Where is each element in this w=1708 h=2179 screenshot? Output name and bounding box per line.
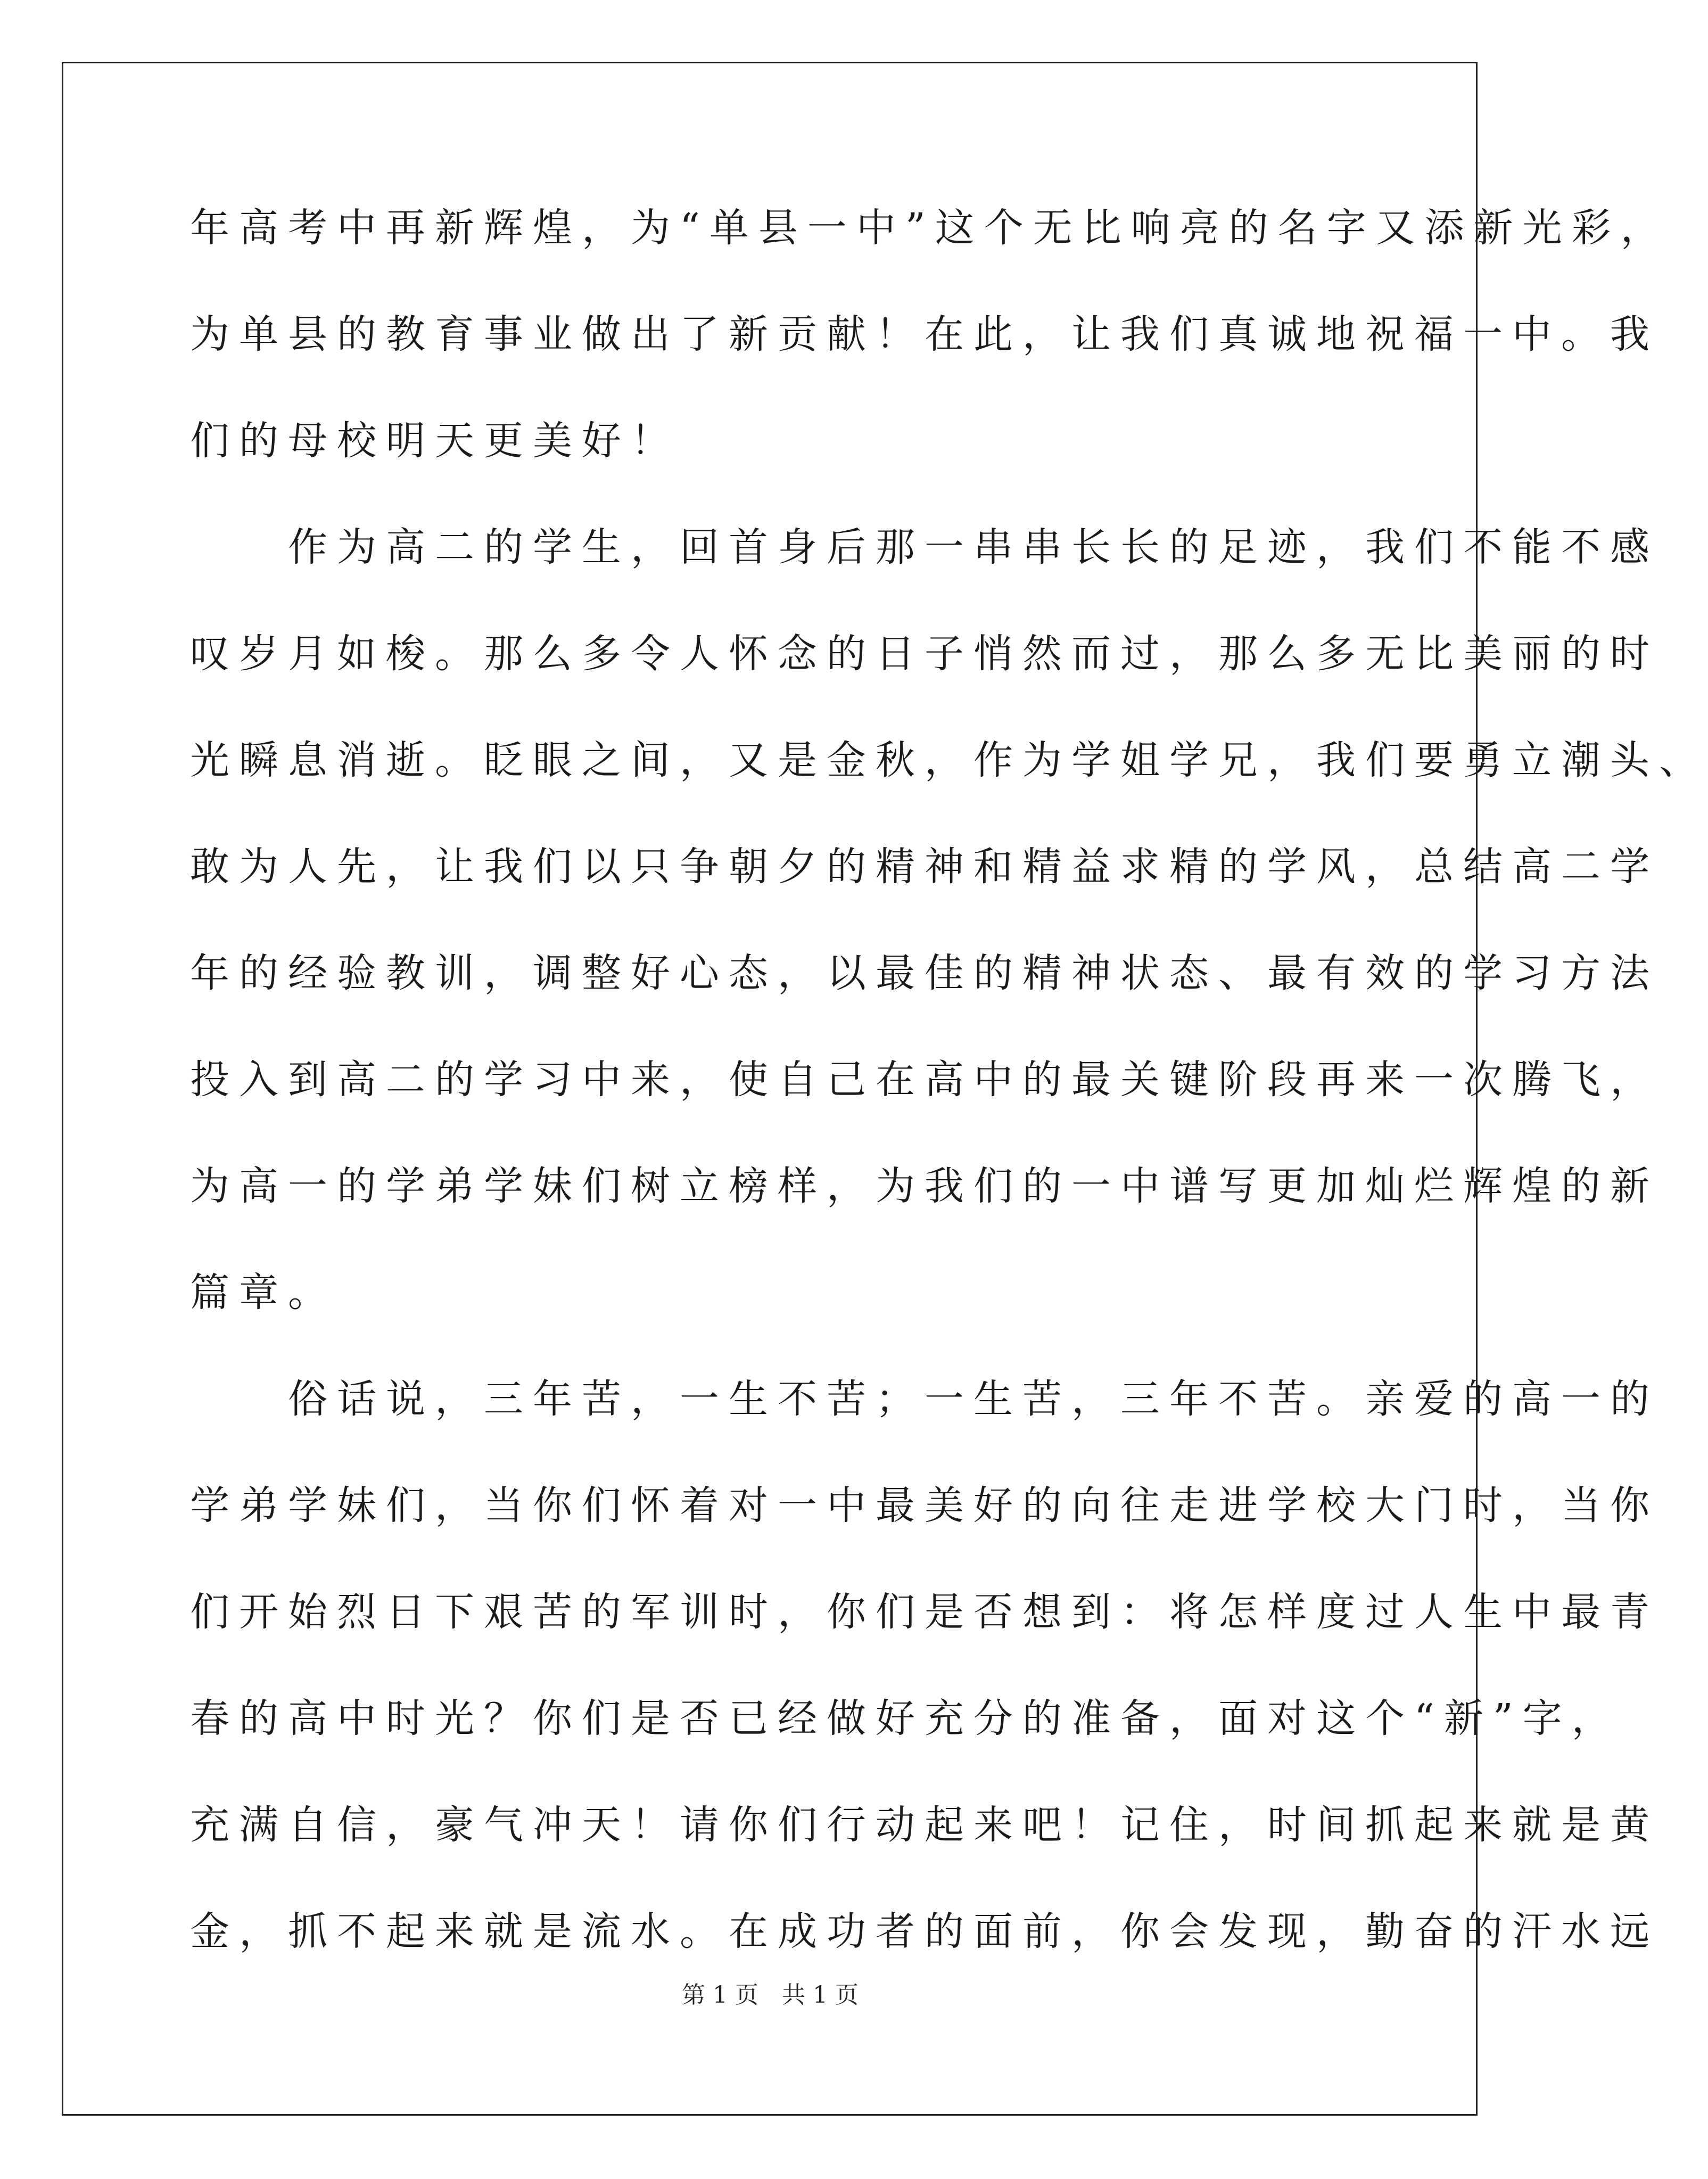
text-line: 敢为人先，让我们以只争朝夕的精神和精益求精的学风，总结高二学 — [190, 844, 1659, 890]
text-line: 金，抓不起来就是流水。在成功者的面前，你会发现，勤奋的汗水远 — [190, 1909, 1659, 1954]
text-line: 俗话说，三年苦，一生不苦；一生苦，三年不苦。亲爱的高一的 — [190, 1376, 1659, 1422]
text-line: 年高考中再新辉煌，为“单县一中”这个无比响亮的名字又添新光彩， — [190, 205, 1670, 251]
text-line: 春的高中时光？你们是否已经做好充分的准备，面对这个“新”字， — [190, 1696, 1621, 1741]
document-body — [190, 201, 1708, 2011]
text-line: 学弟学妹们，当你们怀着对一中最美好的向往走进学校大门时，当你 — [190, 1483, 1659, 1528]
text-line: 为单县的教育事业做出了新贡献！在此，让我们真诚地祝福一中。我 — [190, 311, 1659, 357]
text-line: 投入到高二的学习中来，使自己在高中的最关键阶段再来一次腾飞， — [190, 1057, 1659, 1103]
text-line: 篇章。 — [190, 1270, 337, 1315]
text-line: 叹岁月如梭。那么多令人怀念的日子悄然而过，那么多无比美丽的时 — [190, 631, 1659, 677]
text-line: 作为高二的学生，回首身后那一串串长长的足迹，我们不能不感 — [190, 524, 1659, 570]
page-number-footer: 第 1 页 共 1 页 — [682, 1981, 859, 2009]
text-line: 们开始烈日下艰苦的军训时，你们是否想到：将怎样度过人生中最青 — [190, 1589, 1659, 1635]
text-line: 充满自信，豪气冲天！请你们行动起来吧！记住，时间抓起来就是黄 — [190, 1802, 1659, 1848]
text-line: 为高一的学弟学妹们树立榜样，为我们的一中谱写更加灿烂辉煌的新 — [190, 1163, 1659, 1209]
text-line: 年的经验教训，调整好心态，以最佳的精神状态、最有效的学习方法 — [190, 950, 1659, 996]
text-line: 们的母校明天更美好！ — [190, 418, 680, 464]
text-line: 光瞬息消逝。眨眼之间，又是金秋，作为学姐学兄，我们要勇立潮头、 — [190, 737, 1708, 783]
